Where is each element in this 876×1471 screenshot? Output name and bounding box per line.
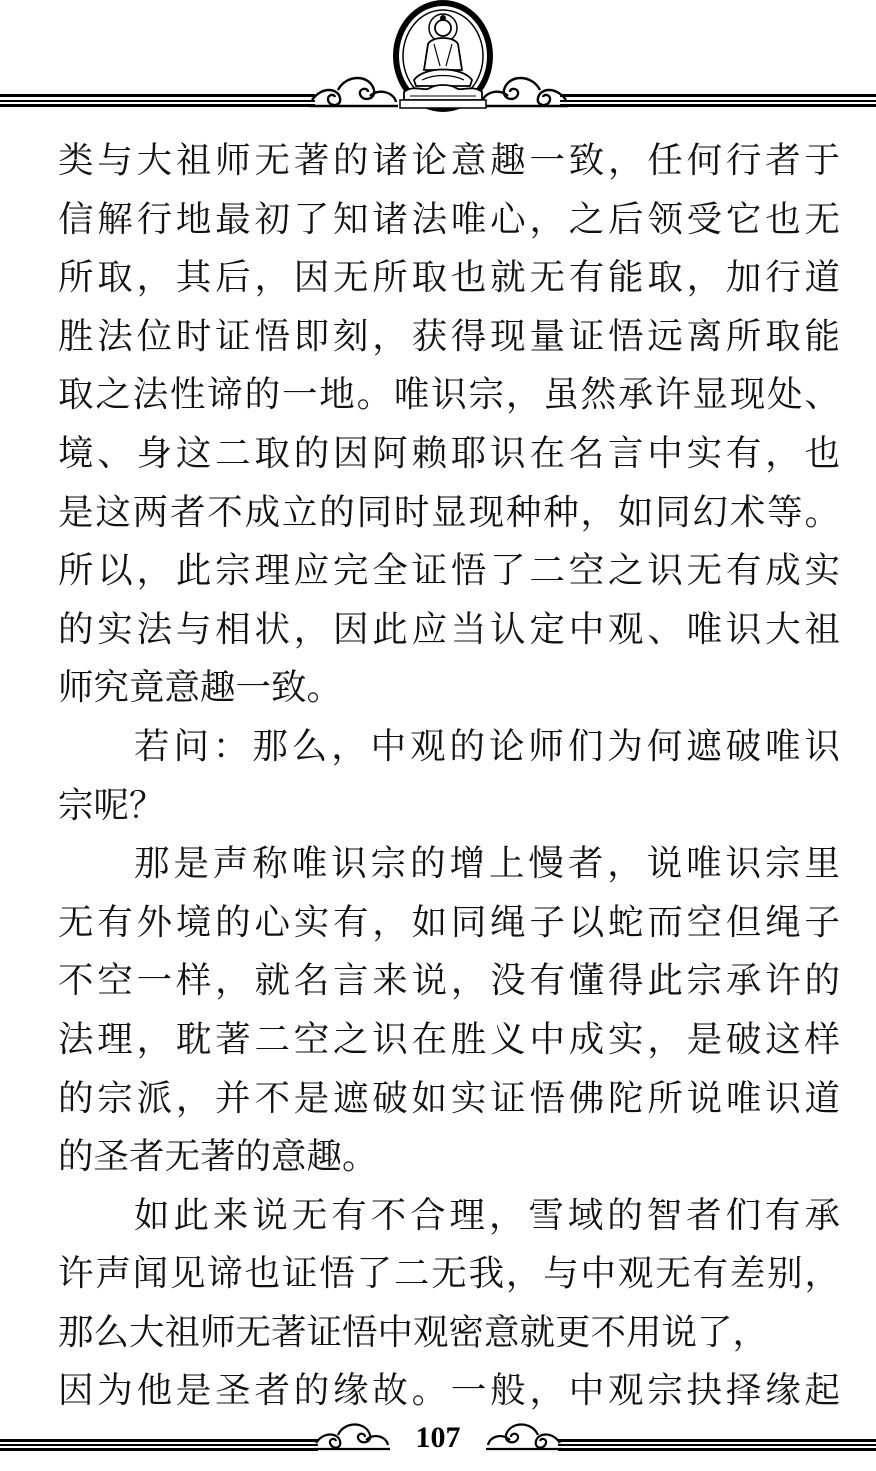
text-line: 不空一样，就名言来说，没有懂得此宗承许的 [58, 960, 840, 1002]
text-line: 宗呢？ [58, 784, 165, 826]
text-line: 许声闻见谛也证悟了二无我，与中观无有差别， [58, 1253, 840, 1295]
text-line: 境、身这二取的因阿赖耶识在名言中实有，也 [58, 432, 840, 474]
footer-rule-right [558, 1439, 876, 1451]
footer-rule-left [0, 1439, 318, 1451]
body-text [58, 132, 848, 1421]
text-line: 的宗派，并不是遮破如实证悟佛陀所说唯识道 [58, 1077, 840, 1119]
text-line: 因为他是圣者的缘故。一般，中观宗抉择缘起 [58, 1370, 840, 1412]
cloud-scroll-icon [312, 1413, 392, 1453]
page-header [0, 0, 876, 130]
buddha-medallion-icon [390, 0, 496, 114]
text-line: 法理，耽著二空之识在胜义中成实，是破这样 [58, 1018, 840, 1060]
text-line: 所以，此宗理应完全证悟了二空之识无有成实 [58, 550, 840, 592]
text-line: 的圣者无著的意趣。 [58, 1136, 378, 1178]
text-line: 那是声称唯识宗的增上慢者，说唯识宗里 [134, 843, 840, 885]
header-rule-left [0, 94, 315, 108]
cloud-scroll-icon [308, 66, 400, 110]
text-line: 若问：那么，中观的论师们为何遮破唯识 [134, 725, 840, 767]
text-line: 如此来说无有不合理，雪域的智者们有承 [134, 1194, 840, 1236]
text-line: 所取，其后，因无所取也就无有能取，加行道 [58, 257, 840, 299]
header-rule-right [560, 94, 876, 108]
text-line: 那么大祖师无著证悟中观密意就更不用说了， [58, 1311, 769, 1353]
text-line: 类与大祖师无著的诸论意趣一致，任何行者于 [58, 140, 840, 181]
text-line: 无有外境的心实有，如同绳子以蛇而空但绳子 [58, 901, 840, 943]
text-line: 信解行地最初了知诸法唯心，之后领受它也无 [58, 198, 840, 240]
cloud-scroll-icon [484, 1413, 564, 1453]
text-line: 师究竟意趣一致。 [58, 667, 343, 709]
page-footer [0, 1405, 876, 1471]
text-line: 的实法与相状，因此应当认定中观、唯识大祖 [58, 608, 840, 650]
text-line: 取之法性谛的一地。唯识宗，虽然承许显现处、 [58, 374, 840, 416]
page-number: 107 [415, 1421, 461, 1454]
text-line: 是这两者不成立的同时显现种种，如同幻术等。 [58, 491, 840, 533]
text-line: 胜法位时证悟即刻，获得现量证悟远离所取能 [58, 315, 840, 357]
